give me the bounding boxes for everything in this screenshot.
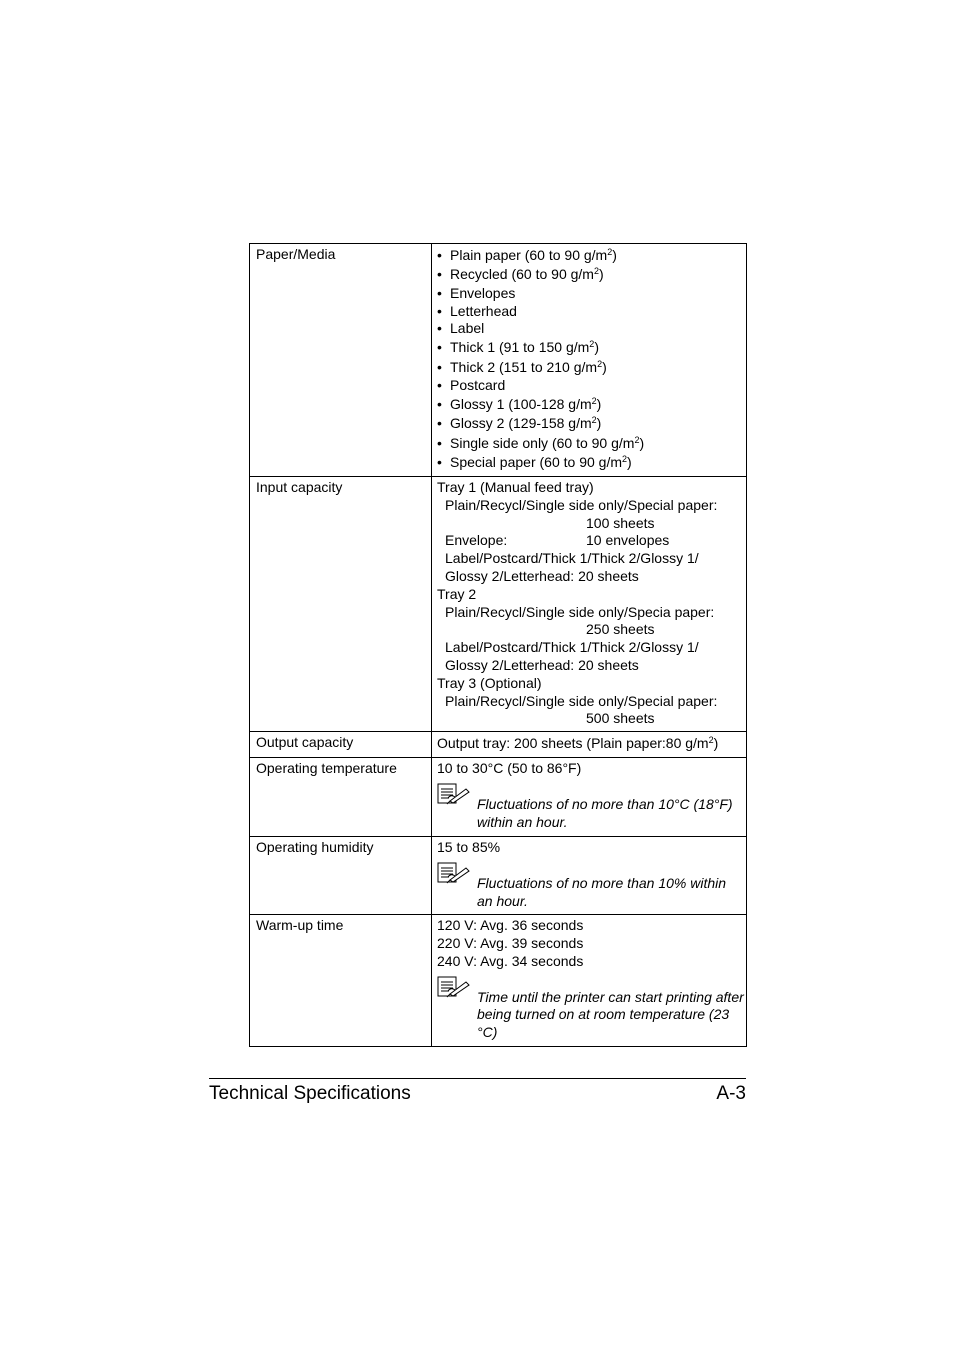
tray1-plain: Plain/Recycl/Single side only/Special paper: (445, 496, 718, 513)
paper-media-list (437, 246, 742, 472)
list-item: • Label (437, 320, 485, 337)
warmup-value: 120 V: Avg. 36 seconds (437, 917, 584, 934)
row-input-capacity (250, 477, 747, 732)
bullet-icon: • (437, 302, 442, 319)
tray2-plain-value: 250 sheets (586, 621, 655, 638)
row-value (432, 244, 747, 477)
list-item: • Recycled (60 to 90 $g/m^2$) (437, 265, 742, 284)
list-item: • Thick 2 (151 to 210 $g/m^2$) (437, 358, 742, 377)
tray1-label-line2: Glossy 2/Letterhead: 20 sheets (445, 567, 639, 584)
bullet-icon: • (437, 453, 442, 470)
tray2-label-line1: Label/Postcard/Thick 1/Thick 2/Glossy 1/ (445, 639, 699, 656)
note-text: Fluctuations of no more than 10% within an hour. (477, 874, 727, 909)
row-label: Operating humidity (250, 837, 432, 915)
list-item: • Single side only (60 to 90 $g/m^2$) (437, 434, 742, 453)
note-pencil-icon (437, 976, 471, 998)
note (437, 783, 742, 832)
page-number: A-3 (716, 1083, 746, 1104)
list-item: • Postcard (437, 376, 506, 393)
tray2-plain: Plain/Recycl/Single side only/Specia paper: (445, 603, 715, 620)
row-value (432, 758, 747, 837)
row-label: Operating temperature (250, 758, 432, 837)
row-label: Output capacity (250, 732, 432, 758)
tray1-title: Tray 1 (Manual feed tray) (437, 479, 594, 495)
row-value (432, 915, 747, 1047)
list-item: • Thick 1 (91 to 150 $g/m^2$) (437, 338, 742, 357)
row-output-capacity (250, 732, 747, 758)
warmup-value: 220 V: Avg. 39 seconds (437, 934, 584, 951)
tray3-plain-value: 500 sheets (586, 710, 655, 727)
row-value (432, 837, 747, 915)
row-operating-temperature (250, 758, 747, 837)
bullet-icon: • (437, 266, 442, 283)
tray3-title: Tray 3 (Optional) (437, 674, 542, 691)
row-label: Warm-up time (250, 915, 432, 1047)
bullet-icon: • (437, 247, 442, 263)
note-pencil-icon (437, 862, 471, 884)
tray3-plain: Plain/Recycl/Single side only/Special paper: (445, 692, 718, 709)
bullet-icon: • (437, 284, 442, 301)
note-pencil-icon (437, 783, 471, 805)
list-item: • Plain paper (60 to 90 $g/m^2$) (437, 246, 742, 265)
bullet-icon: • (437, 434, 442, 451)
tray2-title: Tray 2 (437, 585, 477, 602)
row-operating-humidity (250, 837, 747, 915)
bullet-icon: • (437, 358, 442, 375)
row-label: Paper/Media (250, 244, 432, 477)
list-item: • Envelopes (437, 284, 516, 301)
list-item: • Special paper (60 to 90 $g/m^2$) (437, 453, 742, 472)
bullet-icon: • (437, 395, 442, 412)
tray2-label-line2: Glossy 2/Letterhead: 20 sheets (445, 656, 639, 673)
row-value (432, 477, 747, 732)
bullet-icon: • (437, 339, 442, 356)
bullet-icon: • (437, 376, 442, 393)
tray1-envelope: Envelope: 10 envelopes (445, 532, 670, 549)
note (437, 862, 742, 911)
temperature-value: 10 to 30°C (50 to 86°F) (437, 760, 582, 777)
tray1-label-line1: Label/Postcard/Thick 1/Thick 2/Glossy 1/ (445, 550, 699, 567)
tray1-plain-value: 100 sheets (586, 514, 655, 531)
warmup-value: 240 V: Avg. 34 seconds (437, 952, 584, 969)
list-item: • Glossy 1 (100-128 $g/m^2$) (437, 395, 742, 414)
note-text: Fluctuations of no more than 10°C (18°F) within an hour. (477, 795, 733, 830)
spec-table (249, 243, 747, 1047)
row-paper-media (250, 244, 747, 477)
note (437, 976, 746, 1042)
footer-title: Technical Specifications (209, 1083, 411, 1104)
row-value: Output tray: 200 sheets (Plain paper:80 $g/m^2$) (432, 732, 747, 758)
list-item: • Glossy 2 (129-158 $g/m^2$) (437, 414, 742, 433)
bullet-icon: • (437, 415, 442, 432)
humidity-value: 15 to 85% (437, 839, 501, 856)
footer-rule (209, 1078, 746, 1079)
bullet-icon: • (437, 320, 442, 337)
list-item: • Letterhead (437, 302, 517, 319)
row-label: Input capacity (250, 477, 432, 732)
note-text: Time until the printer can start printing after being turned on at room temperature (23 °C) (477, 988, 744, 1041)
row-warmup-time (250, 915, 747, 1047)
